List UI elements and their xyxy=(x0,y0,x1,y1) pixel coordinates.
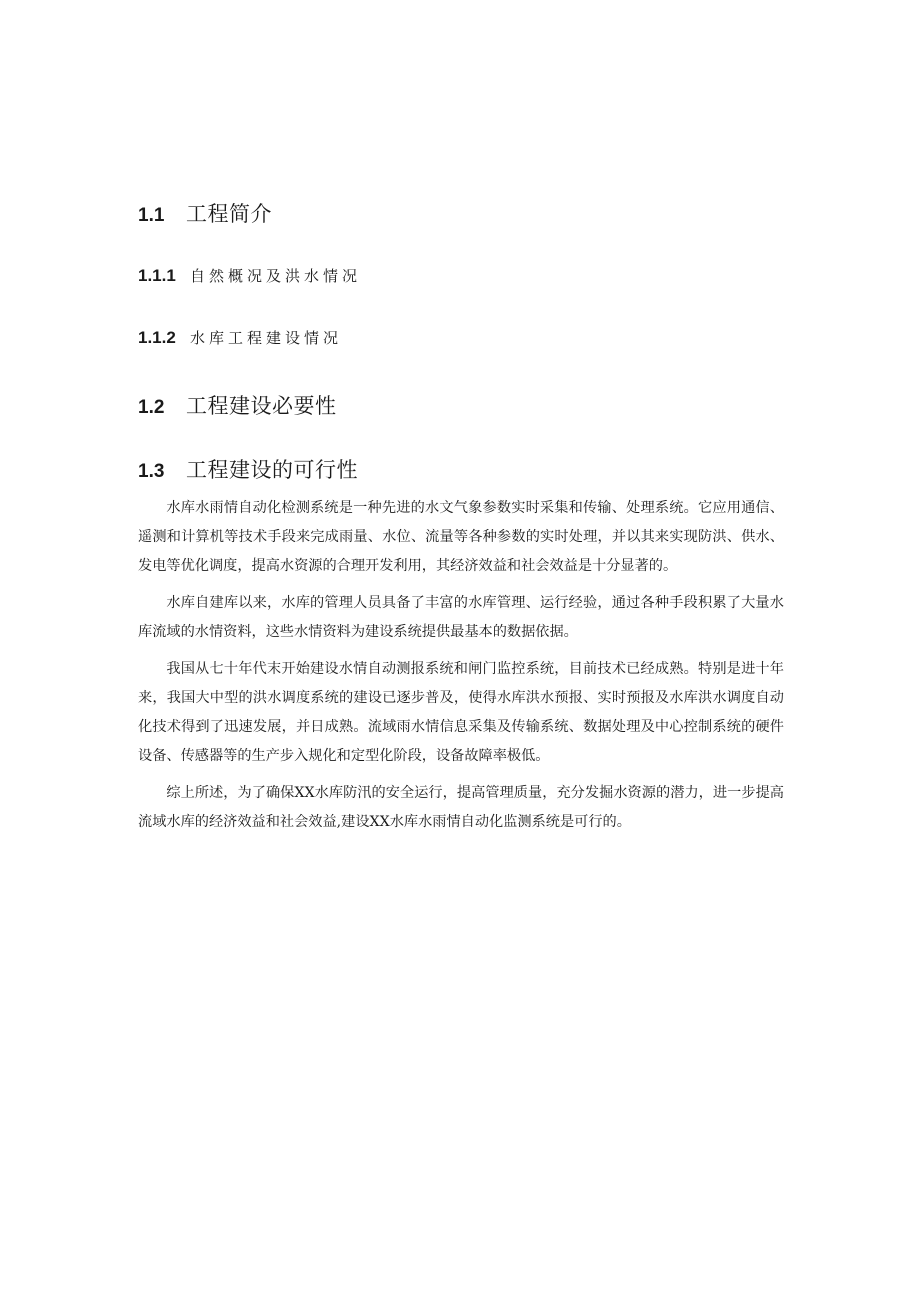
heading-1-1-1 xyxy=(138,265,361,286)
heading-title: 工程简介 xyxy=(186,202,272,226)
heading-1-1 xyxy=(138,198,272,228)
paragraph-3: 我国从七十年代末开始建设水情自动测报系统和闸门监控系统，目前技术已经成熟。特别是进十年来，我国大中型的洪水调度系统的建设已逐步普及，使得水库洪水预报、实时预报及水库洪水调度自动化技术得到了迅速发展，并日成熟。流域雨水情信息采集及传输系统、数据处理及中心控制系统的硬件设备、传感器等的生产步入规化和定型化阶段，设备故障率极低。 xyxy=(138,661,784,764)
heading-number: 1.1.1 xyxy=(138,266,176,285)
heading-number: 1.3 xyxy=(138,461,165,482)
heading-number: 1.1.2 xyxy=(138,328,176,347)
heading-1-3 xyxy=(138,454,358,484)
heading-number: 1.1 xyxy=(138,205,165,226)
heading-title: 工程建设必要性 xyxy=(186,394,337,418)
heading-1-2 xyxy=(138,390,337,420)
heading-title: 水库工程建设情况 xyxy=(190,329,343,347)
heading-title: 工程建设的可行性 xyxy=(186,458,358,482)
paragraph-2: 水库自建库以来，水库的管理人员具备了丰富的水库管理、运行经验，通过各种手段积累了大量水库流域的水情资料，这些水情资料为建设系统提供最基本的数据依据。 xyxy=(138,595,784,640)
paragraph-1: 水库水雨情自动化检测系统是一种先进的水文气象参数实时采集和传输、处理系统。它应用通信、遥测和计算机等技术手段来完成雨量、水位、流量等各种参数的实时处理，并以其来实现防洪、供水、发电等优化调度，提高水资源的合理开发利用，其经济效益和社会效益是十分显著的。 xyxy=(138,500,784,574)
heading-number: 1.2 xyxy=(138,397,165,418)
paragraph-4: 综上所述，为了确保XX水库防汛的安全运行，提高管理质量，充分发掘水资源的潜力，进一步提高流域水库的经济效益和社会效益,建设XX水库水雨情自动化监测系统是可行的。 xyxy=(138,785,784,830)
body-text xyxy=(138,494,784,845)
heading-1-1-2 xyxy=(138,327,342,348)
heading-title: 自然概况及洪水情况 xyxy=(190,267,362,285)
